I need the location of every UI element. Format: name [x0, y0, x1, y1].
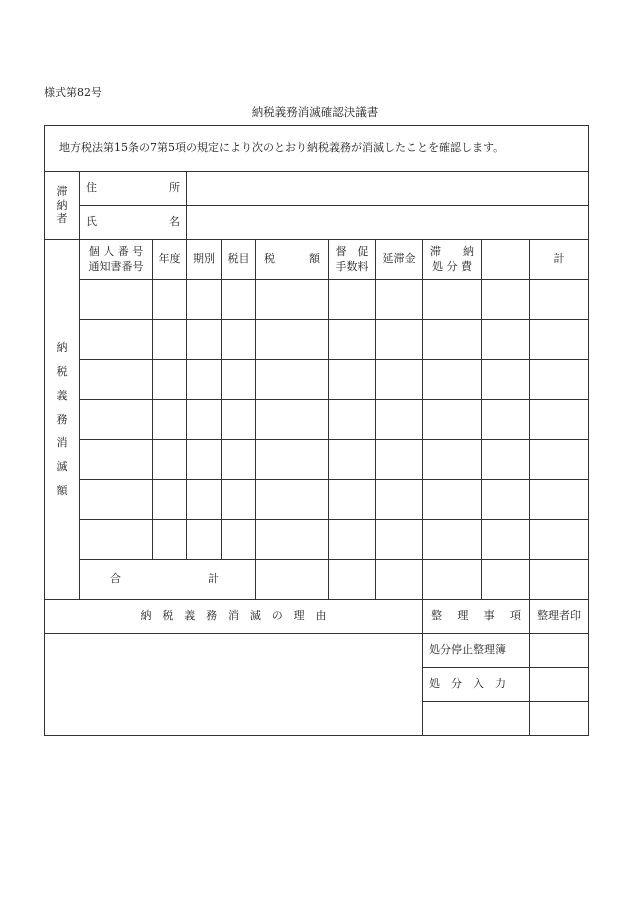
table-cell[interactable]	[482, 280, 530, 320]
name-field[interactable]	[187, 206, 589, 240]
table-cell[interactable]	[222, 280, 256, 320]
table-cell[interactable]	[256, 320, 329, 360]
table-cell[interactable]	[376, 520, 423, 560]
table-cell[interactable]	[530, 360, 589, 400]
table-cell[interactable]	[376, 280, 423, 320]
disposition-fee-header: 滞 納 処 分 費	[423, 240, 482, 280]
table-cell[interactable]	[329, 280, 376, 320]
table-row	[45, 440, 589, 480]
table-cell[interactable]	[153, 360, 187, 400]
table-cell[interactable]	[423, 520, 482, 560]
seal-label: 整理者印	[530, 600, 589, 634]
reason-field[interactable]	[45, 634, 423, 736]
table-row	[45, 280, 589, 320]
table-cell[interactable]	[153, 400, 187, 440]
table-cell[interactable]	[80, 480, 153, 520]
table-cell[interactable]	[153, 520, 187, 560]
table-cell[interactable]	[187, 480, 222, 520]
seal-cell[interactable]	[530, 634, 589, 668]
table-cell[interactable]	[329, 320, 376, 360]
table-cell[interactable]	[482, 440, 530, 480]
table-cell[interactable]	[187, 440, 222, 480]
reason-label: 納 税 義 務 消 滅 の 理 由	[45, 600, 423, 634]
table-cell[interactable]	[222, 480, 256, 520]
table-cell[interactable]	[329, 480, 376, 520]
blank-header	[482, 240, 530, 280]
table-cell[interactable]	[329, 400, 376, 440]
table-cell[interactable]	[222, 320, 256, 360]
table-cell[interactable]	[530, 440, 589, 480]
table-cell[interactable]	[423, 320, 482, 360]
table-cell[interactable]	[256, 280, 329, 320]
table-cell[interactable]	[80, 360, 153, 400]
table-cell[interactable]	[376, 320, 423, 360]
total-cell[interactable]	[329, 560, 376, 600]
tax-item-header: 税目	[222, 240, 256, 280]
table-cell[interactable]	[423, 440, 482, 480]
table-cell[interactable]	[187, 520, 222, 560]
table-row	[45, 400, 589, 440]
form-title: 納税義務消滅確認決議書	[251, 105, 379, 119]
table-cell[interactable]	[153, 280, 187, 320]
confirmation-form-table	[44, 125, 589, 736]
table-cell[interactable]	[482, 520, 530, 560]
table-cell[interactable]	[329, 360, 376, 400]
extinction-group-label: 納 税 義 務 消 滅 額	[45, 240, 80, 600]
table-cell[interactable]	[80, 520, 153, 560]
intro-text: 地方税法第15条の7第5項の規定により次のとおり納税義務が消滅したことを確認します。	[45, 126, 589, 172]
table-cell[interactable]	[222, 400, 256, 440]
table-cell[interactable]	[376, 400, 423, 440]
table-cell[interactable]	[187, 360, 222, 400]
table-cell[interactable]	[376, 360, 423, 400]
late-fee-header: 延滞金	[376, 240, 423, 280]
table-cell[interactable]	[187, 320, 222, 360]
table-row	[45, 320, 589, 360]
table-cell[interactable]	[222, 520, 256, 560]
seal-cell[interactable]	[530, 702, 589, 736]
table-cell[interactable]	[256, 440, 329, 480]
table-cell[interactable]	[530, 280, 589, 320]
total-cell[interactable]	[530, 560, 589, 600]
total-cell[interactable]	[376, 560, 423, 600]
period-header: 期別	[187, 240, 222, 280]
personal-number-header: 個 人 番 号 通知書番号	[80, 240, 153, 280]
table-row	[45, 520, 589, 560]
table-cell[interactable]	[153, 320, 187, 360]
table-cell[interactable]	[256, 400, 329, 440]
disposition-stop-label: 処分停止整理簿	[423, 634, 530, 668]
table-cell[interactable]	[256, 520, 329, 560]
total-cell[interactable]	[482, 560, 530, 600]
table-cell[interactable]	[187, 280, 222, 320]
blank-item-cell[interactable]	[423, 702, 530, 736]
seal-cell[interactable]	[530, 668, 589, 702]
table-cell[interactable]	[329, 520, 376, 560]
name-label: 氏 名	[80, 206, 187, 240]
table-cell[interactable]	[376, 440, 423, 480]
table-cell[interactable]	[482, 400, 530, 440]
table-cell[interactable]	[80, 280, 153, 320]
table-cell[interactable]	[222, 360, 256, 400]
table-cell[interactable]	[256, 360, 329, 400]
table-cell[interactable]	[530, 480, 589, 520]
table-cell[interactable]	[482, 320, 530, 360]
dunning-fee-header: 督 促 手数料	[329, 240, 376, 280]
table-cell[interactable]	[187, 400, 222, 440]
address-field[interactable]	[187, 172, 589, 206]
table-cell[interactable]	[423, 360, 482, 400]
table-cell[interactable]	[376, 480, 423, 520]
table-cell[interactable]	[423, 280, 482, 320]
table-row	[45, 480, 589, 520]
form-number: 様式第82号	[44, 86, 102, 99]
address-label: 住 所	[80, 172, 187, 206]
table-cell[interactable]	[256, 480, 329, 520]
total-header: 計	[530, 240, 589, 280]
table-cell[interactable]	[153, 440, 187, 480]
disposition-input-label: 処 分 入 力	[423, 668, 530, 702]
table-cell[interactable]	[153, 480, 187, 520]
table-cell[interactable]	[530, 400, 589, 440]
table-cell[interactable]	[530, 520, 589, 560]
table-cell[interactable]	[329, 440, 376, 480]
total-cell[interactable]	[423, 560, 482, 600]
table-row	[45, 360, 589, 400]
table-cell[interactable]	[423, 400, 482, 440]
taxpayer-group-label: 滞 納 者	[45, 172, 80, 240]
total-label: 合 計	[80, 560, 256, 600]
table-cell[interactable]	[80, 400, 153, 440]
table-cell[interactable]	[530, 320, 589, 360]
items-label: 整 理 事 項	[423, 600, 530, 634]
table-cell[interactable]	[482, 480, 530, 520]
table-cell[interactable]	[80, 320, 153, 360]
tax-amount-header: 税 額	[256, 240, 329, 280]
table-cell[interactable]	[482, 360, 530, 400]
total-cell[interactable]	[256, 560, 329, 600]
table-cell[interactable]	[80, 440, 153, 480]
table-cell[interactable]	[423, 480, 482, 520]
year-header: 年度	[153, 240, 187, 280]
table-cell[interactable]	[222, 440, 256, 480]
